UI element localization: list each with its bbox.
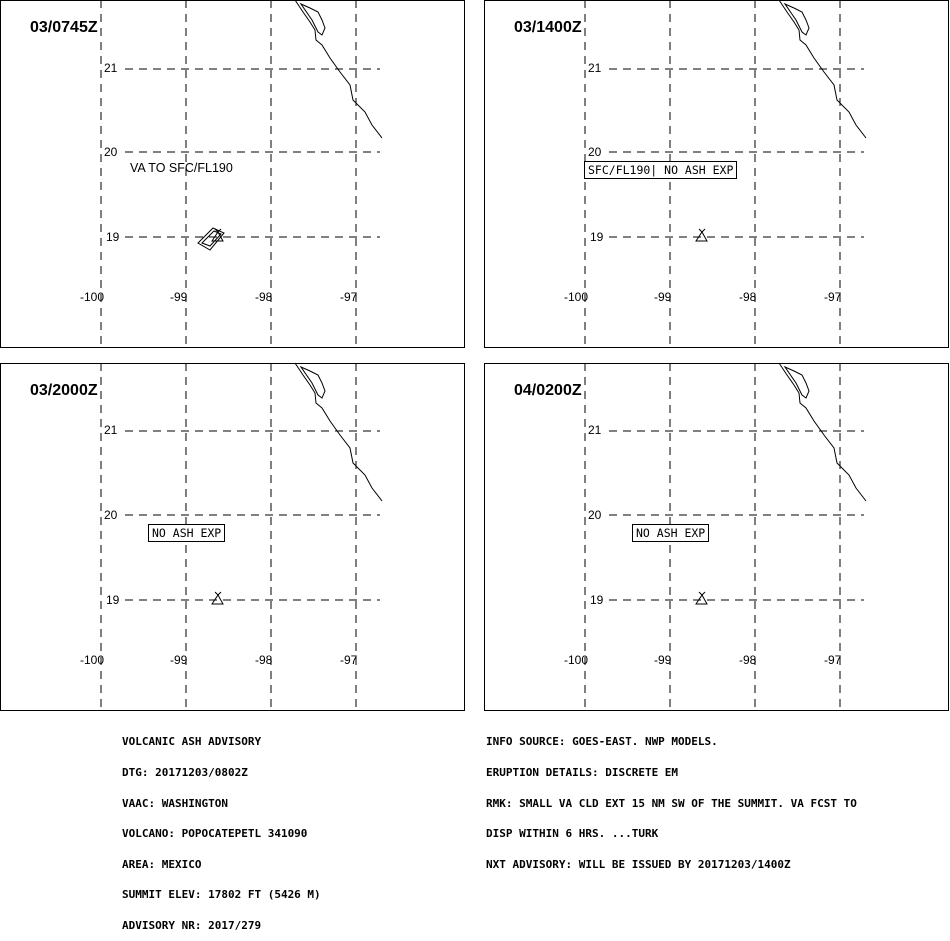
advisory-line: DISP WITHIN 6 HRS. ...TURK (486, 827, 659, 841)
lon-label: -99 (654, 653, 672, 667)
lat-label: 21 (104, 61, 118, 75)
volcano-icon (212, 592, 223, 604)
lat-label: 20 (104, 145, 118, 159)
panel-1 (0, 0, 465, 347)
advisory-line: VOLCANIC ASH ADVISORY (122, 735, 262, 749)
lon-label: -100 (80, 290, 105, 304)
lon-label: -98 (255, 290, 273, 304)
advisory-line: VAAC: WASHINGTON (122, 796, 228, 810)
panel-title: 03/1400Z (514, 19, 582, 36)
lon-label: -97 (340, 290, 358, 304)
lat-label: 21 (588, 61, 602, 75)
coastline (295, 363, 382, 501)
graticule (585, 363, 864, 710)
advisory-line: ERUPTION DETAILS: DISCRETE EM (486, 766, 679, 779)
lat-label: 20 (588, 145, 602, 159)
panel-title: 03/2000Z (30, 382, 98, 399)
volcano-icon (696, 592, 707, 604)
panel-2 (484, 0, 949, 347)
panel-frame (1, 364, 465, 711)
lon-label: -99 (170, 290, 188, 304)
forecast-box-label: SFC/FL190| NO ASH EXP (584, 161, 737, 179)
lat-label: 20 (104, 508, 118, 522)
lat-label: 19 (106, 593, 120, 607)
coastline (779, 363, 866, 501)
forecast-box-label: NO ASH EXP (632, 524, 709, 542)
forecast-box-label: NO ASH EXP (148, 524, 225, 542)
advisory-left-block (122, 717, 321, 941)
lon-label: -97 (824, 290, 842, 304)
lon-label: -100 (564, 290, 589, 304)
lon-label: -98 (255, 653, 273, 667)
panel-title: 03/0745Z (30, 19, 98, 36)
lon-label: -99 (654, 290, 672, 304)
lon-label: -98 (739, 653, 757, 667)
lon-label: -97 (824, 653, 842, 667)
lat-label: 19 (590, 593, 604, 607)
advisory-line: NXT ADVISORY: WILL BE ISSUED BY 20171203/1400Z (486, 857, 791, 871)
advisory-line: ADVISORY NR: 2017/279 (122, 918, 262, 932)
advisory-line: VOLCANO: POPOCATEPETL 341090 (122, 827, 308, 841)
lon-label: -100 (80, 653, 105, 667)
advisory-right-block (486, 717, 857, 880)
lat-label: 21 (104, 423, 118, 437)
panel-3 (0, 363, 465, 710)
lat-label: 19 (590, 230, 604, 244)
panel-title: 04/0200Z (514, 382, 582, 399)
ash-cloud-polygon (198, 228, 224, 250)
advisory-line: DTG: 20171203/0802Z (122, 766, 248, 779)
volcano-icon (696, 229, 707, 241)
lat-label: 19 (106, 230, 120, 244)
advisory-line: INFO SOURCE: GOES-EAST. NWP MODELS. (486, 735, 718, 749)
lon-label: -97 (340, 653, 358, 667)
graticule (101, 363, 380, 710)
advisory-line: AREA: MEXICO (122, 857, 202, 871)
lon-label: -99 (170, 653, 188, 667)
advisory-line: SUMMIT ELEV: 17802 FT (5426 M) (122, 888, 321, 902)
lat-label: 21 (588, 423, 602, 437)
lon-label: -100 (564, 653, 589, 667)
map-svg-3 (0, 363, 466, 711)
lon-label: -98 (739, 290, 757, 304)
advisory-line: RMK: SMALL VA CLD EXT 15 NM SW OF THE SUMMIT. VA FCST TO (486, 796, 857, 810)
ash-annotation: VA TO SFC/FL190 (130, 161, 233, 175)
lat-label: 20 (588, 508, 602, 522)
panel-frame (485, 364, 949, 711)
panel-4 (484, 363, 949, 710)
map-svg-1 (0, 0, 466, 348)
map-svg-4 (484, 363, 950, 711)
